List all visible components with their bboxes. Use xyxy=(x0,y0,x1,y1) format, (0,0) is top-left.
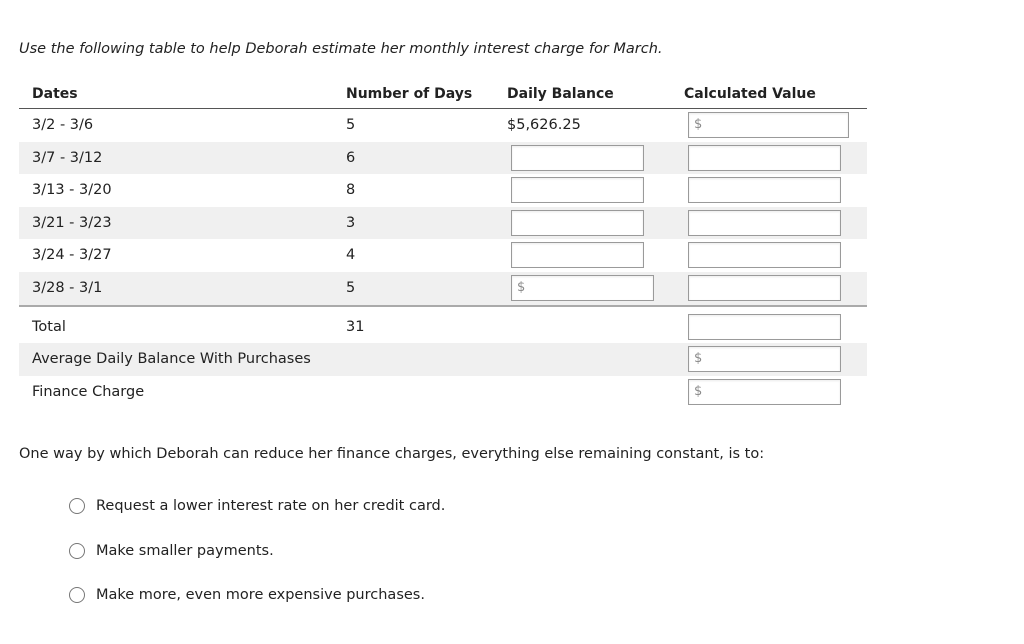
row-dates: 3/7 - 3/12 xyxy=(32,149,103,166)
table-row xyxy=(19,239,867,272)
table-row xyxy=(19,109,867,142)
header-calculated: Calculated Value xyxy=(684,86,816,102)
average-balance-row xyxy=(19,343,867,376)
option-label: Make smaller payments. xyxy=(96,543,274,559)
interest-table xyxy=(19,78,867,408)
daily-balance-input[interactable] xyxy=(511,275,654,301)
average-balance-input[interactable] xyxy=(688,346,841,372)
calculated-value-input[interactable] xyxy=(688,112,849,138)
calculated-value-input[interactable] xyxy=(688,275,841,301)
dollar-prefix: $ xyxy=(517,279,526,295)
row-dates: 3/24 - 3/27 xyxy=(32,247,112,264)
daily-balance-input[interactable] xyxy=(511,177,644,203)
calculated-value-input[interactable] xyxy=(688,177,841,203)
table-row xyxy=(19,207,867,240)
table-row xyxy=(19,174,867,207)
dollar-prefix: $ xyxy=(694,351,703,367)
header-days: Number of Days xyxy=(346,86,473,102)
row-days: 8 xyxy=(346,182,356,199)
table-row xyxy=(19,142,867,175)
daily-balance-input[interactable] xyxy=(511,210,644,236)
row-dates: 3/2 - 3/6 xyxy=(32,117,94,133)
header-dates: Dates xyxy=(32,86,78,102)
dollar-prefix: $ xyxy=(694,117,703,132)
table-header xyxy=(19,78,867,109)
question-prompt: Use the following table to help Deborah estimate her monthly interest charge for March. xyxy=(19,41,663,57)
calculated-value-input[interactable] xyxy=(688,242,841,268)
row-days: 5 xyxy=(346,279,356,296)
row-dates: 3/28 - 3/1 xyxy=(32,279,103,296)
radio-button[interactable] xyxy=(69,498,85,514)
total-days: 31 xyxy=(346,318,365,335)
row-balance: $5,626.25 xyxy=(507,117,581,133)
option-label: Make more, even more expensive purchases. xyxy=(96,587,425,603)
radio-button[interactable] xyxy=(69,587,85,603)
row-days: 3 xyxy=(346,214,356,231)
total-label: Total xyxy=(32,318,66,335)
calculated-value-input[interactable] xyxy=(688,210,841,236)
radio-button[interactable] xyxy=(69,543,85,559)
finance-charge-label: Finance Charge xyxy=(32,383,145,400)
row-days: 4 xyxy=(346,247,356,264)
finance-charge-input[interactable] xyxy=(688,379,841,405)
daily-balance-input[interactable] xyxy=(511,242,644,268)
row-days: 5 xyxy=(346,117,356,133)
daily-balance-input[interactable] xyxy=(511,145,644,171)
calculated-value-input[interactable] xyxy=(688,145,841,171)
total-row xyxy=(19,311,867,344)
row-days: 6 xyxy=(346,149,356,166)
row-dates: 3/13 - 3/20 xyxy=(32,182,112,199)
dollar-prefix: $ xyxy=(694,383,703,399)
header-balance: Daily Balance xyxy=(507,86,614,102)
finance-charge-row xyxy=(19,376,867,409)
option-label: Request a lower interest rate on her credit card. xyxy=(96,498,446,514)
total-value-input[interactable] xyxy=(688,314,841,340)
finance-question: One way by which Deborah can reduce her finance charges, everything else remaining constant, is to: xyxy=(19,446,765,462)
table-row xyxy=(19,272,867,307)
row-dates: 3/21 - 3/23 xyxy=(32,214,112,231)
average-balance-label: Average Daily Balance With Purchases xyxy=(32,351,311,368)
